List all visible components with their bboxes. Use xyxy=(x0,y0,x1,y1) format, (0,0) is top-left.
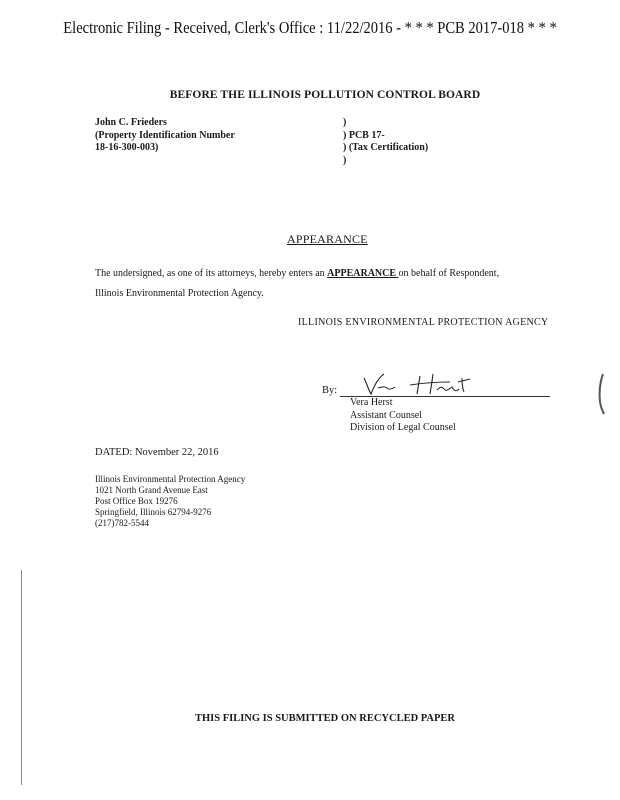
recycled-paper-footer: THIS FILING IS SUBMITTED ON RECYCLED PAPER xyxy=(194,713,456,724)
dated-line: DATED: November 22, 2016 xyxy=(95,447,219,458)
caption-pin-number: 18-16-300-003) xyxy=(95,142,159,153)
signer-block xyxy=(350,397,456,435)
caption-party-name: John C. Frieders xyxy=(95,117,167,128)
agency-signature-block: ILLINOIS ENVIRONMENTAL PROTECTION AGENCY xyxy=(298,317,549,328)
address-line: Springfield, Illinois 62794-9276 xyxy=(95,507,212,517)
address-line: Post Office Box 19276 xyxy=(95,496,178,506)
body-text-start: The undersigned, as one of its attorneys, hereby enters an xyxy=(95,268,328,279)
scan-margin-mark xyxy=(597,372,607,421)
case-caption-party xyxy=(95,117,235,155)
caption-case-number: ) PCB 17- xyxy=(343,129,385,141)
body-line-1 xyxy=(95,264,499,284)
caption-bracket-1: ) xyxy=(343,117,347,128)
body-line-2: Illinois Environmental Protection Agency. xyxy=(95,288,264,299)
document-title: APPEARANCE xyxy=(287,232,368,246)
electronic-filing-header: Electronic Filing - Received, Clerk's Office : 11/22/2016 - * * * PCB 2017-018 * * * xyxy=(63,18,557,37)
signer-division: Division of Legal Counsel xyxy=(350,422,456,433)
board-title: BEFORE THE ILLINOIS POLLUTION CONTROL BOARD xyxy=(169,89,481,101)
by-label: By: xyxy=(322,385,338,396)
address-line: Illinois Environmental Protection Agency xyxy=(95,474,246,484)
appearance-body xyxy=(95,264,499,304)
caption-bracket-2: ) xyxy=(343,154,347,166)
signer-name: Vera Herst xyxy=(350,397,393,408)
case-caption-number xyxy=(343,117,428,167)
caption-pin-label: (Property Identification Number xyxy=(95,129,235,141)
address-line: 1021 North Grand Avenue East xyxy=(95,485,208,495)
scan-margin-line xyxy=(21,570,22,785)
agency-address xyxy=(95,474,245,529)
signer-title: Assistant Counsel xyxy=(350,409,422,421)
body-text-end: on behalf of Respondent, xyxy=(398,268,500,279)
caption-case-type: ) (Tax Certification) xyxy=(343,142,429,153)
address-line: (217)782-5544 xyxy=(95,518,149,528)
body-emphasis: APPEARANCE xyxy=(327,268,399,279)
